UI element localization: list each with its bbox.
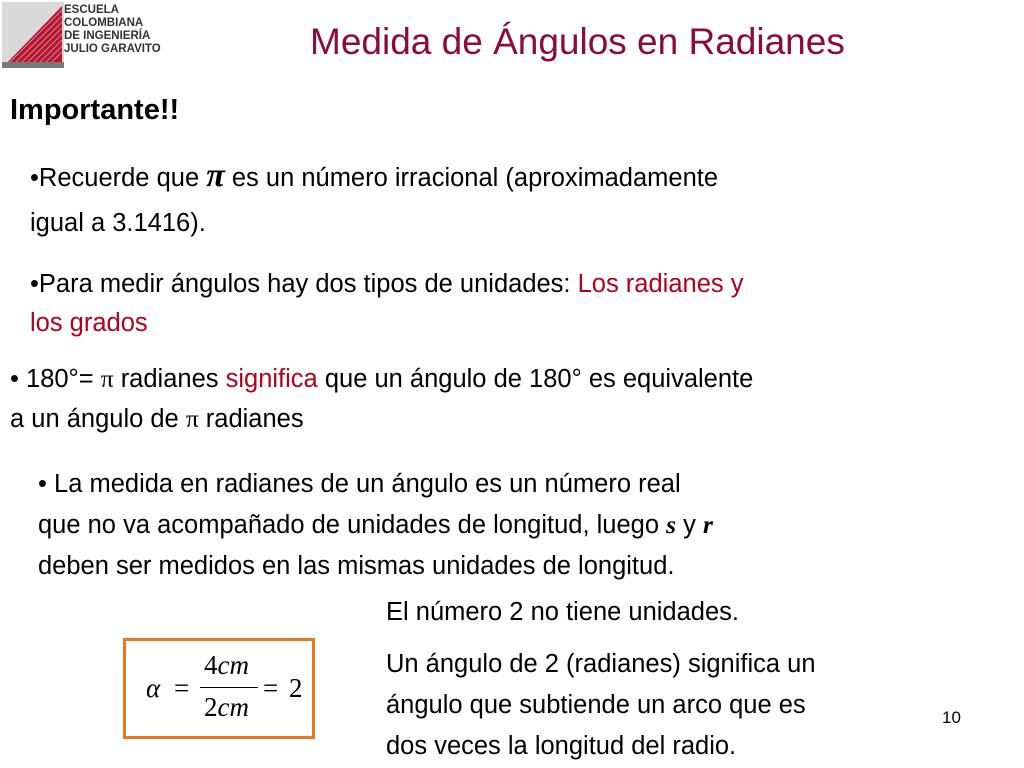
denominator-value: 2 — [204, 692, 218, 722]
bullet-text: radianes — [113, 365, 226, 393]
formula-numerator — [204, 650, 249, 681]
highlight-text: Los radianes y — [577, 270, 744, 298]
bullet-real-number-line1: • La medida en radianes de un ángulo es un número real — [38, 470, 681, 498]
formula-equals: = — [263, 673, 279, 703]
numerator-unit: cm — [217, 650, 249, 680]
slide-title: Medida de Ángulos en Radianes — [310, 21, 845, 62]
bullet-text: es un número irracional (aproximadamente — [224, 164, 719, 192]
bullet-text: radianes — [198, 405, 304, 433]
formula-denominator — [204, 692, 249, 723]
bullet-text: que no va acompañado de unidades de longitud, luego — [38, 511, 667, 539]
variable-r: r — [702, 510, 713, 539]
bullet-text: que un ángulo de 180° es equivalente — [317, 365, 754, 393]
fraction-bar — [200, 687, 258, 688]
numerator-value: 4 — [204, 650, 218, 680]
logo-line: COLOMBIANA — [64, 17, 144, 29]
bullet-pi-line1 — [30, 158, 718, 198]
pi-symbol: π — [185, 404, 199, 433]
bullet-text: • 180°= — [10, 365, 101, 393]
bullet-units-line1 — [30, 264, 743, 304]
bullet-equivalence-line1 — [10, 359, 753, 399]
logo-line: JULIO GARAVITO — [64, 43, 161, 55]
bullet-equivalence-line2 — [10, 399, 304, 439]
bullet-units-line2: los grados — [30, 309, 148, 337]
formula-equals: = — [174, 673, 190, 703]
bullet-pi-line2: igual a 3.1416). — [30, 209, 206, 237]
bullet-text: •Para medir ángulos hay dos tipos de unidades: — [30, 270, 578, 298]
logo-line: ESCUELA — [64, 4, 119, 16]
section-heading: Importante!! — [10, 94, 180, 126]
bullet-text: •Recuerde que — [30, 164, 207, 192]
pi-symbol: π — [100, 364, 114, 393]
pi-symbol: π — [206, 157, 225, 194]
bullet-real-number-line2 — [38, 505, 713, 545]
bullet-text: a un ángulo de — [10, 405, 186, 433]
highlight-text: significa — [225, 365, 318, 393]
variable-s: s — [666, 510, 677, 539]
note-explanation-line3: dos veces la longitud del radio. — [386, 732, 737, 760]
note-no-units: El número 2 no tiene unidades. — [386, 598, 739, 626]
logo-text — [64, 4, 161, 56]
formula — [126, 641, 312, 736]
note-explanation-line1: Un ángulo de 2 (radianes) significa un — [386, 650, 816, 678]
formula-result: 2 — [289, 673, 303, 703]
page-number: 10 — [942, 708, 961, 727]
building-emblem-icon — [2, 2, 64, 68]
formula-box — [123, 638, 315, 739]
bullet-real-number-line3: deben ser medidos en las mismas unidades de longitud. — [38, 552, 675, 580]
logo-line: DE INGENIERÍA — [64, 30, 151, 42]
formula-alpha: α — [146, 673, 161, 703]
school-logo — [2, 2, 194, 68]
note-explanation-line2: ángulo que subtiende un arco que es — [386, 691, 806, 719]
denominator-unit: cm — [217, 692, 249, 722]
bullet-text: y — [676, 511, 703, 539]
